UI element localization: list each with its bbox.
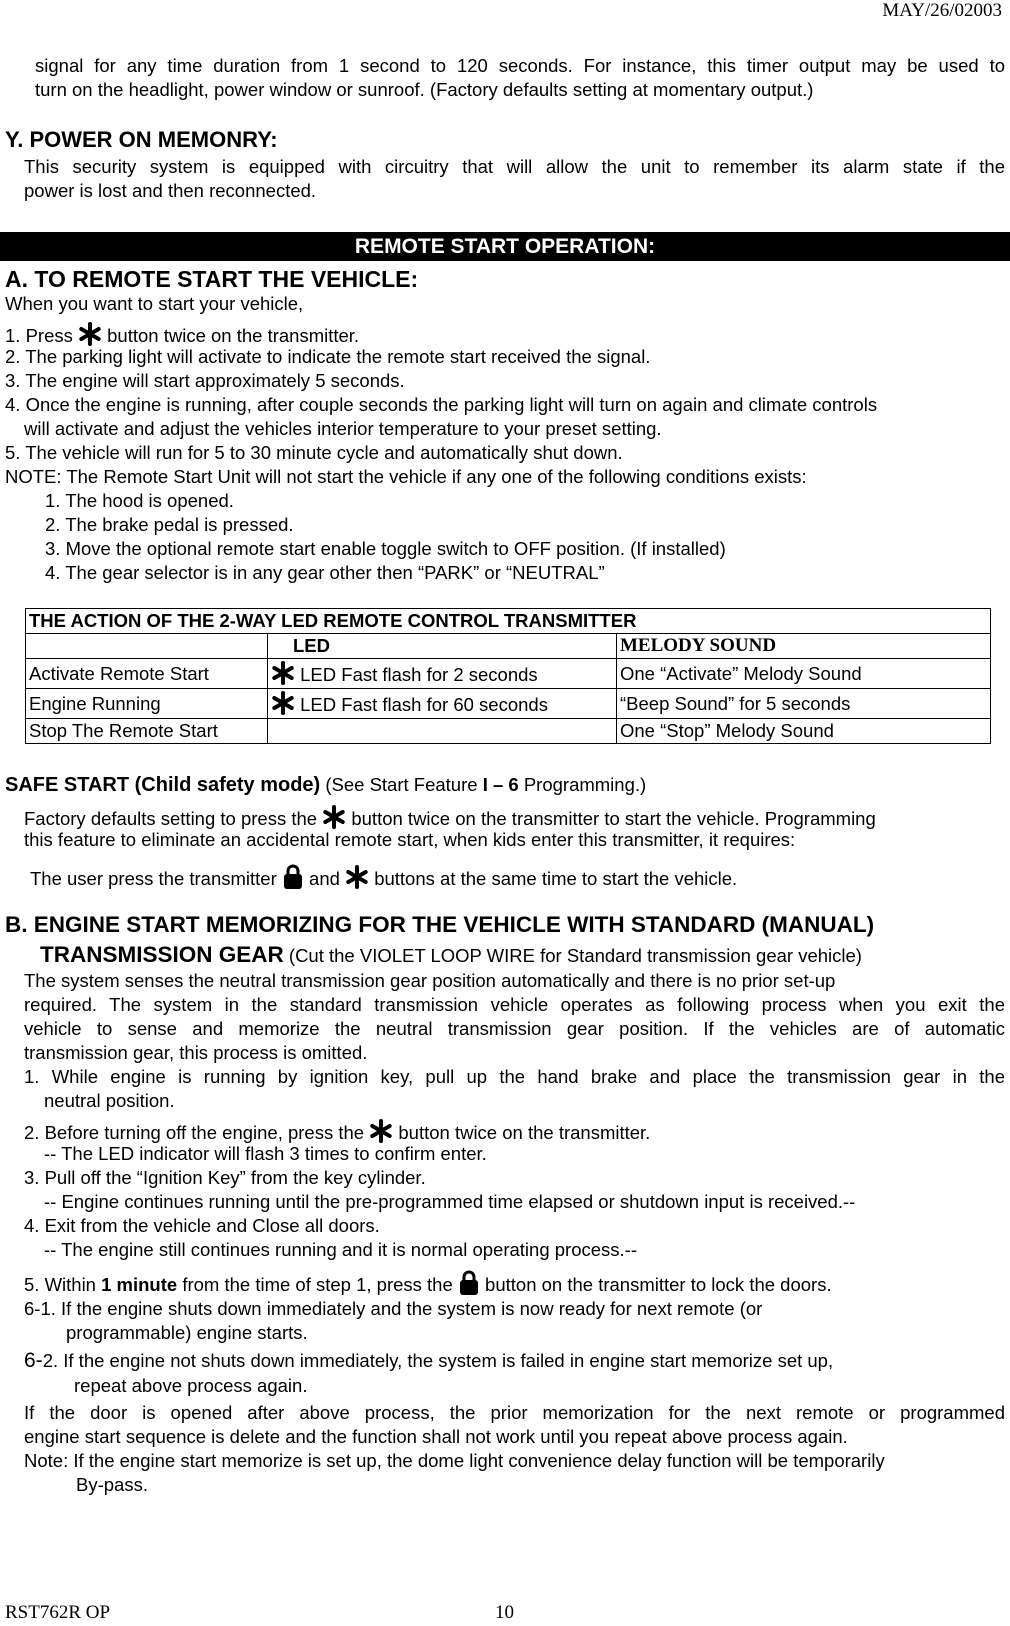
asterisk-button-icon [369, 1119, 393, 1143]
section-b-step-4b: -- The engine still continues running and it is normal operating process.-- [44, 1239, 637, 1260]
intro-line-1: signal for any time duration from 1 second to 120 seconds. For instance, this timer output may be used to [35, 55, 1005, 76]
step-6-2-text: 2. If the engine not shuts down immediately, the system is failed in engine start memorize set up, [42, 1350, 834, 1371]
condition-1: 1. The hood is opened. [45, 490, 234, 511]
step-5-text-d: button on the transmitter to lock the doors. [485, 1274, 832, 1295]
step-1-text-b: button twice on the transmitter. [107, 325, 360, 346]
safe-line-3-c: buttons at the same time to start the vehicle. [374, 868, 738, 889]
safe-start-line-2: this feature to eliminate an accidental remote start, when kids enter this transmitter, it requires: [24, 829, 796, 850]
step-1-text-a: 1. Press [5, 325, 73, 346]
table-title: THE ACTION OF THE 2-WAY LED REMOTE CONTROL TRANSMITTER [26, 609, 991, 634]
table-title-row [26, 609, 991, 634]
safe-line-1-b: button twice on the transmitter to start the vehicle. Programming [351, 808, 876, 829]
asterisk-icon [271, 691, 295, 715]
section-a-step-4b: will activate and adjust the vehicles interior temperature to your preset setting. [24, 418, 662, 439]
safe-start-line-1 [24, 805, 876, 830]
section-y-line-2: power is lost and then reconnected. [24, 180, 317, 201]
row-led [268, 689, 617, 719]
section-b-title-2 [40, 942, 862, 969]
safe-line-1-a: Factory defaults setting to press the [24, 808, 318, 829]
asterisk-button-icon [78, 322, 102, 346]
section-b-step-5 [24, 1270, 832, 1296]
row-action: Activate Remote Start [26, 659, 268, 689]
safe-start-ref-a: (See Start Feature [325, 774, 478, 795]
section-b-title-1: B. ENGINE START MEMORIZING FOR THE VEHICLE WITH STANDARD (MANUAL) [5, 912, 875, 937]
step-2-text-a: 2. Before turning off the engine, press the [24, 1122, 365, 1143]
safe-line-3-b: and [309, 868, 340, 889]
section-b-step-6-1a: 6-1. If the engine shuts down immediately and the system is now ready for next remote (or [24, 1298, 763, 1319]
lock-button-icon [282, 864, 304, 890]
row-action: Engine Running [26, 689, 268, 719]
footer-model: RST762R OP [5, 1602, 111, 1623]
section-a-note: NOTE: The Remote Start Unit will not start the vehicle if any one of the following conditions exists: [5, 466, 807, 487]
section-b-para-5: If the door is opened after above process, the prior memorization for the next remote or programmed [24, 1402, 1005, 1423]
row-sound: One “Activate” Melody Sound [617, 659, 991, 689]
section-a-title: A. TO REMOTE START THE VEHICLE: [5, 266, 419, 292]
section-b-step-3a: 3. Pull off the “Ignition Key” from the key cylinder. [24, 1167, 426, 1188]
section-a-step-5: 5. The vehicle will run for 5 to 30 minute cycle and automatically shut down. [5, 442, 623, 463]
step-5-text-a: 5. Within [24, 1274, 96, 1295]
section-b-step-6-1b: programmable) engine starts. [66, 1322, 308, 1343]
table-row [26, 659, 991, 689]
section-b-title-2-note: (Cut the VIOLET LOOP WIRE for Standard transmission gear vehicle) [288, 945, 862, 966]
row-led-text: LED Fast flash for 60 seconds [300, 694, 548, 715]
section-b-para-4: transmission gear, this process is omitted. [24, 1042, 368, 1063]
footer-page-number: 10 [495, 1602, 514, 1623]
section-b-step-3b: -- Engine continues running until the pre-programmed time elapsed or shutdown input is received.-- [44, 1191, 856, 1212]
section-b-para-1: The system senses the neutral transmission gear position automatically and there is no prior set-up [24, 970, 836, 991]
header-date: MAY/26/02003 [882, 0, 1002, 21]
intro-line-2: turn on the headlight, power window or sunroof. (Factory defaults setting at momentary output.) [35, 79, 814, 100]
section-b-step-4a: 4. Exit from the vehicle and Close all doors. [24, 1215, 380, 1236]
safe-line-3-a: The user press the transmitter [30, 868, 277, 889]
safe-start-heading [5, 774, 646, 796]
section-b-step-2a [24, 1119, 650, 1144]
remote-start-banner: REMOTE START OPERATION: [0, 232, 1010, 261]
row-led [268, 719, 617, 744]
table-header-blank [26, 634, 268, 659]
section-y-line-1: This security system is equipped with circuitry that will allow the unit to remember its alarm state if the [24, 156, 1005, 177]
asterisk-icon [271, 661, 295, 685]
section-b-step-2c: -- The LED indicator will flash 3 times to confirm enter. [44, 1143, 487, 1164]
condition-4: 4. The gear selector is in any gear other then “PARK” or “NEUTRAL” [45, 562, 605, 583]
row-sound: One “Stop” Melody Sound [617, 719, 991, 744]
row-led [268, 659, 617, 689]
section-b-note-1: Note: If the engine start memorize is set up, the dome light convenience delay function will be temporarily [24, 1450, 885, 1471]
table-row [26, 719, 991, 744]
section-b-step-1a: 1. While engine is running by ignition key, pull up the hand brake and place the transmission gear in the [24, 1066, 1005, 1087]
step-5-text-c: from the time of step 1, press the [182, 1274, 453, 1295]
table-header-led: LED [268, 634, 617, 659]
section-b-para-6: engine start sequence is delete and the function shall not work until you repeat above process again. [24, 1426, 848, 1447]
safe-start-ref-c: Programming.) [523, 774, 647, 795]
section-b-para-2: required. The system in the standard transmission vehicle operates as following process when you exit the [24, 994, 1005, 1015]
section-a-step-2: 2. The parking light will activate to indicate the remote start received the signal. [5, 346, 651, 367]
condition-3: 3. Move the optional remote start enable toggle switch to OFF position. (If installed) [45, 538, 726, 559]
section-y-title: Y. POWER ON MEMONRY: [5, 127, 278, 152]
row-action: Stop The Remote Start [26, 719, 268, 744]
row-led-text: LED Fast flash for 2 seconds [300, 664, 538, 685]
transmitter-action-table [25, 608, 991, 744]
asterisk-button-icon [345, 865, 369, 889]
section-a-step-4a: 4. Once the engine is running, after couple seconds the parking light will turn on again and climate controls [5, 394, 878, 415]
section-a-lead: When you want to start your vehicle, [5, 293, 304, 314]
section-b-step-6-2c: repeat above process again. [74, 1375, 308, 1396]
section-b-step-6-2a [24, 1350, 833, 1372]
section-b-title-2-main: TRANSMISSION GEAR [40, 942, 284, 967]
safe-start-ref-b: I – 6 [482, 774, 519, 795]
section-a-step-1 [5, 322, 359, 347]
row-sound: “Beep Sound” for 5 seconds [617, 689, 991, 719]
section-b-step-1b: neutral position. [44, 1090, 175, 1111]
safe-start-line-3 [30, 864, 737, 890]
safe-start-title: SAFE START (Child safety mode) [5, 774, 321, 796]
section-b-para-3: vehicle to sense and memorize the neutral transmission gear position. If the vehicles are of automatic [24, 1018, 1005, 1039]
section-b-note-2: By-pass. [76, 1474, 148, 1495]
step-2-text-b: button twice on the transmitter. [398, 1122, 651, 1143]
section-a-step-3: 3. The engine will start approximately 5 seconds. [5, 370, 405, 391]
table-header-row [26, 634, 991, 659]
step-5-text-b: 1 minute [101, 1274, 178, 1295]
step-6-2-prefix: 6- [24, 1349, 43, 1372]
lock-button-icon [458, 1270, 480, 1296]
table-row [26, 689, 991, 719]
asterisk-button-icon [322, 805, 346, 829]
condition-2: 2. The brake pedal is pressed. [45, 514, 294, 535]
table-header-sound: MELODY SOUND [617, 634, 991, 659]
